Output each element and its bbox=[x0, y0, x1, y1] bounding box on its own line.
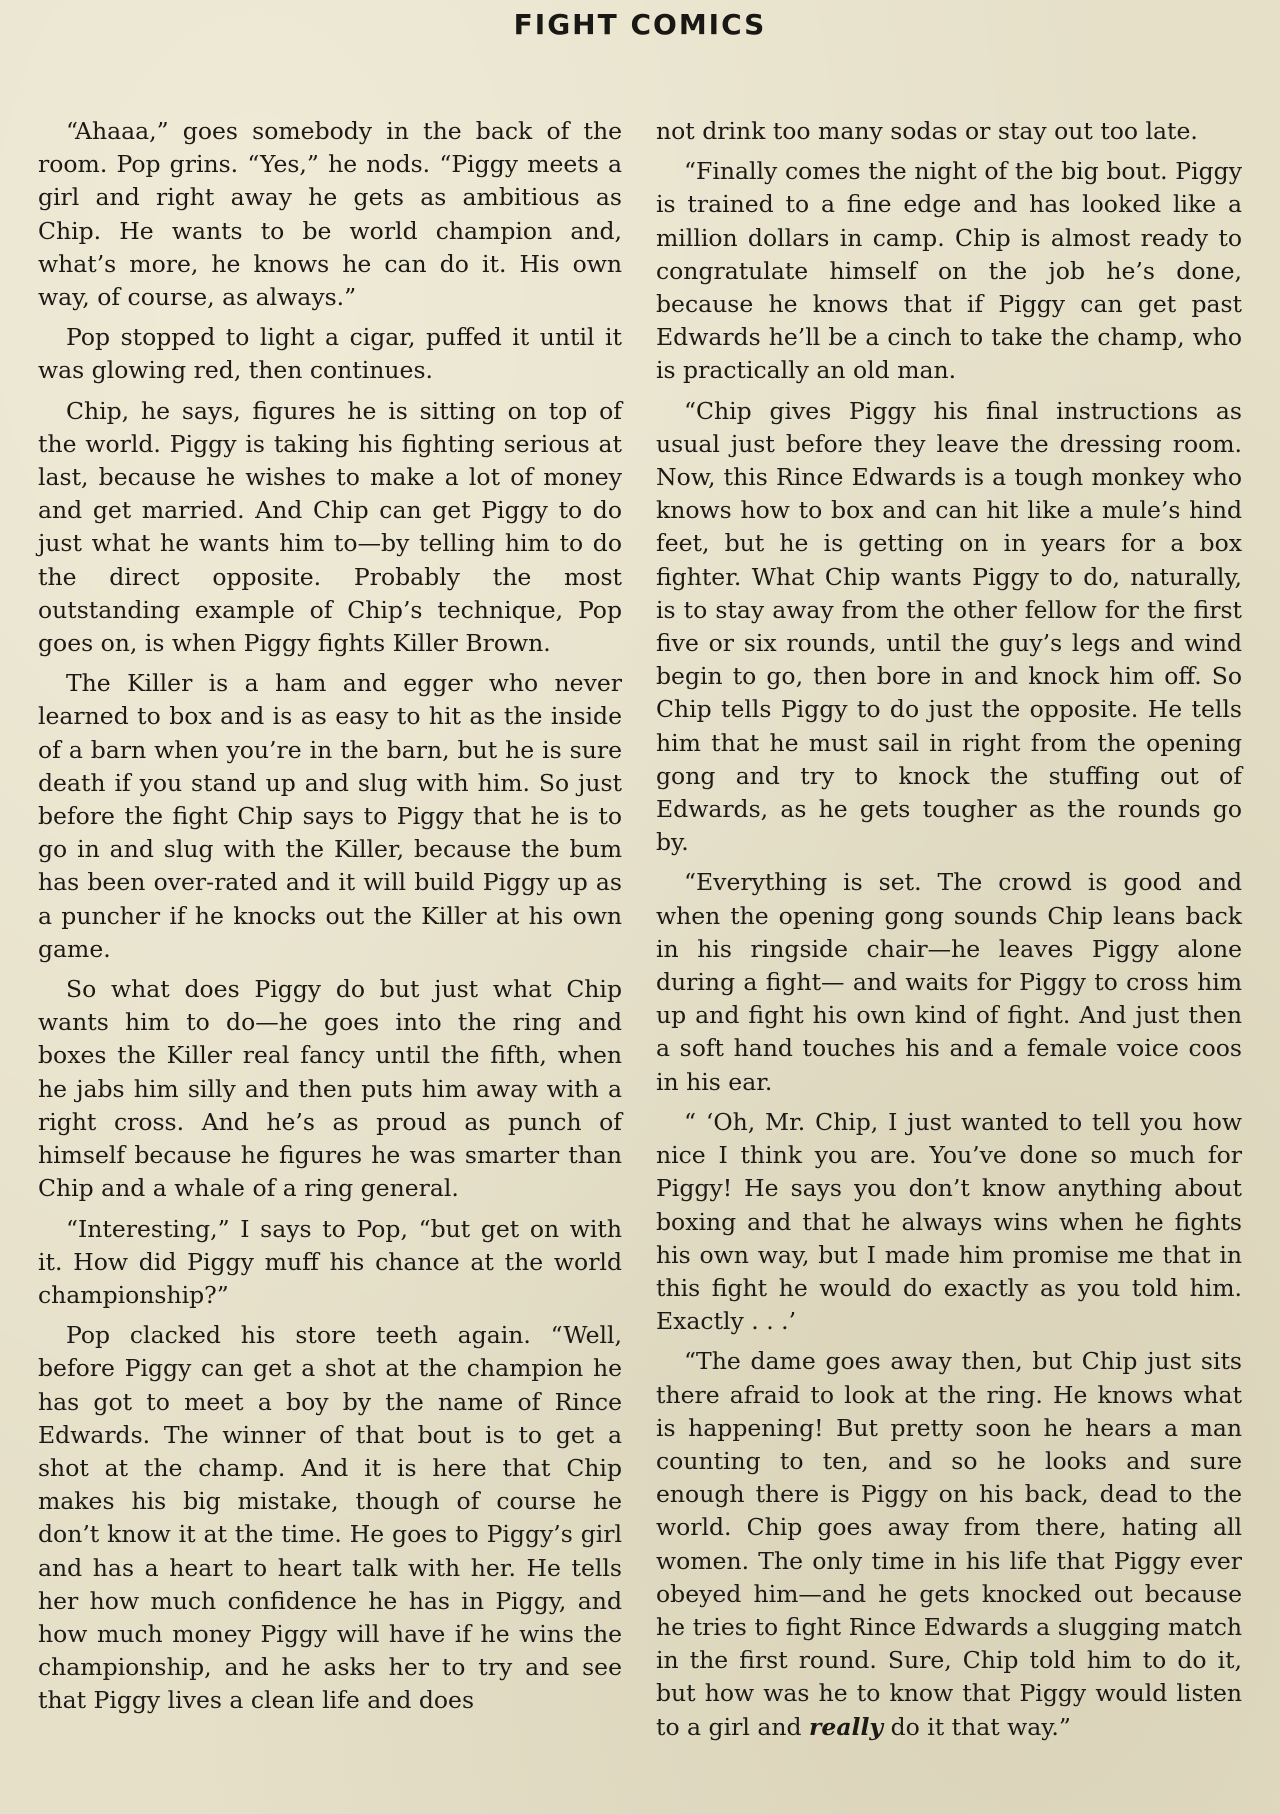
final-paragraph bbox=[656, 1345, 1242, 1743]
paragraph: Pop clacked his store teeth again. “Well, before Piggy can get a shot at the champion he has got to meet a boy by the name of Rince Edwards. The winner of that bout is to get a shot at the champ. And it is here that Chip makes his big mistake, though of course he don’t know it at the time. He goes to Piggy’s girl and has a heart to heart talk with her. He tells her how much confidence he has in Piggy, and how much money Piggy will have if he wins the championship, and he asks her to try and see that Piggy lives a clean life and does bbox=[38, 1321, 622, 1715]
left-column bbox=[38, 115, 622, 1725]
paragraph: “Chip gives Piggy his final instructions as usual just before they leave the dressing room. Now, this Rince Edwards is a tough monkey who knows how to box and can hit like a mule’s hind feet, but he is getting on in years for a box fighter. What Chip wants Piggy to do, naturally, is to stay away from the other fellow for the first five or six rounds, until the guy’s legs and wind begin to go, then bore in and knock him off. So Chip tells Piggy to do just the opposite. He tells him that he must sail in right from the opening gong and try to knock the stuffing out of Edwards, as he gets tougher as the rounds go by. bbox=[656, 396, 1242, 857]
final-paragraph-text: “The dame goes away then, but Chip just sits there afraid to look at the ring. He knows what is happening! But pretty soon he hears a man counting to ten, and so he looks and sure enough there is Piggy on his back, dead to the world. Chip goes away from there, hating all women. The only time in his life that Piggy ever obeyed him—and he gets knocked out because he tries to fight Rince Edwards a slugging match in the first round. Sure, Chip told him to do it, but how was he to know that Piggy would listen to a girl and bbox=[656, 1347, 1242, 1741]
paragraph: Pop stopped to light a cigar, puffed it until it was glowing red, then continues. bbox=[38, 323, 622, 385]
paragraph: Chip, he says, figures he is sitting on top of the world. Piggy is taking his fighting serious at last, because he wishes to make a lot of money and get married. And Chip can get Piggy to do just what he wants him to—by telling him to do the direct opposite. Probably the most outstanding example of Chip’s technique, Pop goes on, is when Piggy fights Killer Brown. bbox=[38, 396, 622, 658]
paragraph: “Finally comes the night of the big bout. Piggy is trained to a fine edge and has looked like a million dollars in camp. Chip is almost ready to congratulate himself on the job he’s done, because he knows that if Piggy can get past Edwards he’ll be a cinch to take the champ, who is practically an old man. bbox=[656, 157, 1242, 385]
paragraph: The Killer is a ham and egger who never learned to box and is as easy to hit as the inside of a barn when you’re in the barn, but he is sure death if you stand up and slug with him. So just before the fight Chip says to Piggy that he is to go in and slug with the Killer, because the bum has been over-rated and it will build Piggy up as a puncher if he knocks out the Killer at his own game. bbox=[38, 669, 622, 963]
paragraph: “ ‘Oh, Mr. Chip, I just wanted to tell you how nice I think you are. You’ve done so much for Piggy! He says you don’t know anything about boxing and that he always wins when he fights his own way, but I made him promise me that in this fight he would do exactly as you told him. Exactly . . .’ bbox=[656, 1107, 1242, 1336]
bleed-through-decoration bbox=[560, 72, 1200, 112]
paragraph: So what does Piggy do but just what Chip wants him to do—he goes into the ring and boxes the Killer real fancy until the fifth, when he jabs him silly and then puts him away with a right cross. And he’s as proud as punch of himself because he figures he was smarter than Chip and a whale of a ring general. bbox=[38, 975, 622, 1203]
page-header: FIGHT COMICS bbox=[513, 8, 767, 41]
right-column bbox=[656, 115, 1242, 1751]
paragraph: “Interesting,” I says to Pop, “but get on with it. How did Piggy muff his chance at the world championship?” bbox=[38, 1214, 622, 1309]
paragraph: “Ahaaa,” goes somebody in the back of the room. Pop grins. “Yes,” he nods. “Piggy meets a girl and right away he gets as ambitious as Chip. He wants to be world champion and, what’s more, he knows he can do it. His own way, of course, as always.” bbox=[38, 117, 622, 312]
paragraph-continuation: not drink too many sodas or stay out too late. bbox=[656, 117, 1198, 145]
paragraph: “Everything is set. The crowd is good and when the opening gong sounds Chip leans back in his ringside chair—he leaves Piggy alone during a fight— and waits for Piggy to cross him up and fight his own kind of fight. And just then a soft hand touches his and a female voice coos in his ear. bbox=[656, 868, 1242, 1096]
final-paragraph-tail: do it that way.” bbox=[890, 1712, 1071, 1741]
emphasis-word: really bbox=[809, 1712, 884, 1741]
